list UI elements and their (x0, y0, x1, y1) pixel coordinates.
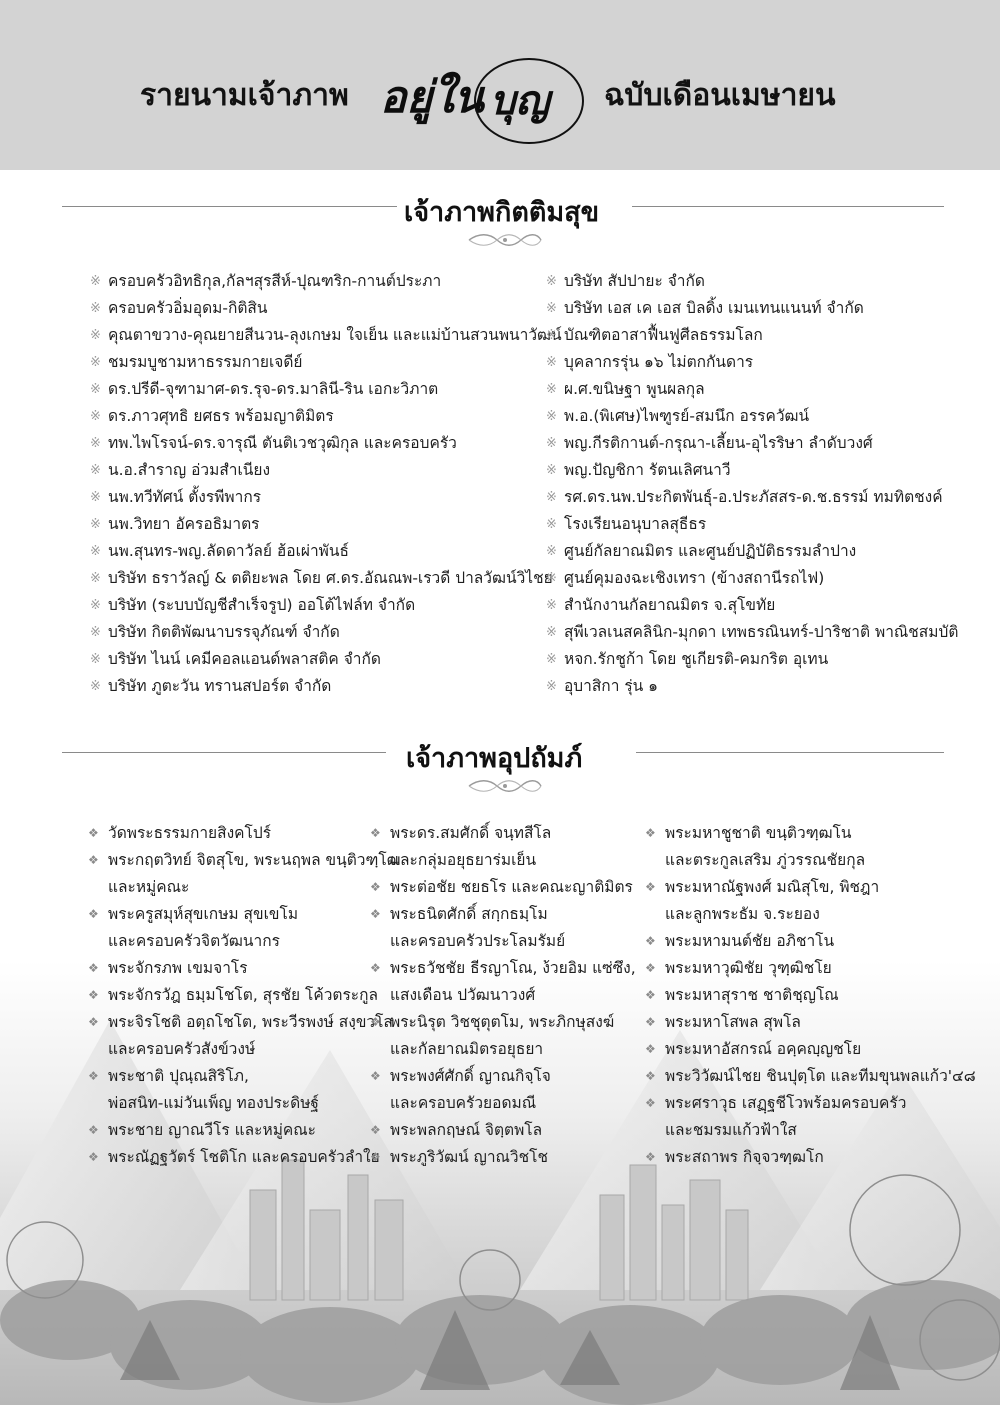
list-item-line: ❖ พระชาติ ปุณฺณสิริโภ, (108, 1067, 249, 1085)
list-item (370, 874, 636, 901)
list-item (88, 1063, 401, 1117)
flourish-ornament-icon (465, 232, 545, 248)
list-item (645, 1090, 976, 1144)
list-item-line: ❖ พระพลกฤษณ์ จิตฺตพโล (390, 1121, 543, 1139)
list-item-line: ❖ พระจิรโชติ อตฺถโชโต, พระวีรพงษ์ สงฺขวโส (108, 1013, 393, 1031)
list-item (88, 955, 401, 982)
list-item: ※ พ.อ.(พิเศษ)ไพฑูรย์-สมนึก อรรควัฒน์ (546, 403, 958, 430)
list-item: ※ หจก.รักชูก้า โดย ชูเกียรติ-คมกริต อุเทน (546, 646, 958, 673)
list-item (645, 1009, 976, 1036)
list-item (370, 955, 636, 1009)
list-item: ※ ทพ.ไพโรจน์-ดร.จารุณี ตันติเวชวุฒิกุล และครอบครัว (90, 430, 562, 457)
list-item (645, 820, 976, 874)
list-item: ※ นพ.ทวีทัศน์ ตั้งรพีพากร (90, 484, 562, 511)
section-title-kittimsuk: เจ้าภาพกิตติมสุข (404, 197, 600, 228)
list-item (645, 928, 976, 955)
list-item (370, 1117, 636, 1144)
list-item-line: แสงเดือน ปวัฒนาวงศ์ (390, 986, 536, 1004)
list-item-line: ❖ พระณัฏฐวัตร์ โชติโก และครอบครัวลำใย (108, 1148, 380, 1166)
list-item (370, 1144, 636, 1171)
list-item: ※ คุณตาขวาง-คุณยายสีนวน-ลุงเกษม ใจเย็น และแม่บ้านสวนพนาวัฒน์ (90, 322, 562, 349)
list-item (88, 1009, 401, 1063)
list-item: ※ นพ.วิทยา อัครอธิมาตร (90, 511, 562, 538)
list-item (370, 1009, 636, 1063)
list-item: ※ น.อ.สำราญ อ่วมสำเนียง (90, 457, 562, 484)
list-item (645, 982, 976, 1009)
list-item (88, 901, 401, 955)
list-item (88, 847, 401, 901)
list-item-line: ❖ พระสถาพร กิจฺจวฑฺฒโก (665, 1148, 824, 1166)
list-item (88, 820, 401, 847)
list-item (370, 901, 636, 955)
list-item (88, 982, 401, 1009)
list-item: ※ รศ.ดร.นพ.ประกิตพันธุ์-อ.ประภัสสร-ด.ช.ธรรม์ ทมทิตชงค์ (546, 484, 958, 511)
list-item-line: และกลุ่มอยุธยาร่มเย็น (390, 851, 537, 869)
upatham-list-col2 (370, 820, 636, 1171)
list-item: ※ ชมรมบูชามหาธรรมกายเจดีย์ (90, 349, 562, 376)
list-item-line: และครอบครัวประโลมรัมย์ (390, 932, 566, 950)
list-item-line: และลูกพระธัม จ.ระยอง (665, 905, 820, 923)
list-item (645, 1063, 976, 1090)
page-title-right: ฉบับเดือนเมษายน (604, 78, 836, 113)
list-item-line: และครอบครัวจิตวัฒนากร (108, 932, 280, 950)
list-item: ※ บริษัท สัปปายะ จำกัด (546, 268, 958, 295)
magazine-logo-left: อยู่ใน (380, 72, 484, 123)
list-item: ※ ศูนย์กัลยาณมิตร และศูนย์ปฏิบัติธรรมลำปาง (546, 538, 958, 565)
list-item: ※ สุพีเวลเนสคลินิก-มุกดา เทพธรณินทร์-ปาริชาติ พาณิชสมบัติ (546, 619, 958, 646)
list-item-line: ❖ พระจักรภพ เขมจาโร (108, 959, 248, 977)
list-item (645, 955, 976, 982)
flourish-ornament-icon (465, 778, 545, 794)
list-item-line: ❖ พระนิรุต วิชชุตุตโม, พระภิกษุสงฆ์ (390, 1013, 615, 1031)
list-item-line: ❖ พระครูสมุห์สุขเกษม สุขเขโม (108, 905, 299, 923)
upatham-list-col3 (645, 820, 976, 1171)
list-item (645, 1036, 976, 1063)
list-item (88, 1117, 401, 1144)
list-item: ※ พญ.ปัญชิกา รัตนเลิศนาวี (546, 457, 958, 484)
list-item: ※ บริษัท กิตติพัฒนาบรรจุภัณฑ์ จำกัด (90, 619, 562, 646)
list-item-line: ❖ พระมหาวุฒิชัย วุฑฺฒิชโย (665, 959, 832, 977)
list-item-line: ❖ พระมหาอัสกรณ์ อคฺคญฺญชโย (665, 1040, 862, 1058)
list-item-line: ❖ พระกฤตวิทย์ จิตสุโข, พระนฤพล ขนฺติวฑฺโฒ (108, 851, 401, 869)
list-item-line: ❖ พระมหาณัฐพงศ์ มณิสุโข, พิชฎา (665, 878, 880, 896)
list-item: ※ ดร.ภาวศุทธิ ยศธร พร้อมญาติมิตร (90, 403, 562, 430)
magazine-logo-right: บุญ (490, 77, 550, 124)
list-item: ※ ครอบครัวอิทธิกุล,กัลฯสุรสีห์-ปุณฑริก-กานต์ประภา (90, 268, 562, 295)
list-item-line: ❖ พระพงศ์ศักดิ์ ญาณกิจฺโจ (390, 1067, 551, 1085)
list-item: ※ ศูนย์คุมองฉะเชิงเทรา (ข้างสถานีรถไฟ) (546, 565, 958, 592)
list-item (88, 1144, 401, 1171)
list-item-line: ❖ พระศราวุธ เสฏฺฐชีโวพร้อมครอบครัว (665, 1094, 907, 1112)
list-item-line: และกัลยาณมิตรอยุธยา (390, 1040, 544, 1058)
list-item-line: ❖ พระมหามนต์ชัย อภิชาโน (665, 932, 835, 950)
list-item-line: ❖ พระดร.สมศักดิ์ จนฺทสีโล (390, 824, 552, 842)
section-title-upatham: เจ้าภาพอุปถัมภ์ (406, 743, 583, 774)
list-item: ※ บริษัท (ระบบบัญชีสำเร็จรูป) ออโต้ไฟล์ท จำกัด (90, 592, 562, 619)
list-item (370, 820, 636, 874)
list-item: ※ นพ.สุนทร-พญ.ลัดดาวัลย์ ฮ้อเผ่าพันธ์ (90, 538, 562, 565)
list-item: ※ อุบาสิกา รุ่น ๑ (546, 673, 958, 700)
list-item-line: ❖ วัดพระธรรมกายสิงคโปร์ (108, 824, 272, 842)
list-item: ※ ครอบครัวอิ่มอุดม-กิติสิน (90, 295, 562, 322)
list-item (370, 1063, 636, 1117)
list-item: ※ โรงเรียนอนุบาลสุธีธร (546, 511, 958, 538)
section-rule-left (62, 206, 397, 207)
list-item: ※ บริษัท ไนน์ เคมีคอลแอนด์พลาสติค จำกัด (90, 646, 562, 673)
list-item-line: ❖ พระวิวัฒน์ไชย ชินปุตฺโต และทีมขุนพลแก้ว'๔๘ (665, 1067, 976, 1085)
list-item-line: และตระกูลเสริม ภู่วรรณชัยกุล (665, 851, 866, 869)
list-item: ※ ผ.ศ.ขนิษฐา พูนผลกุล (546, 376, 958, 403)
list-item-line: และชมรมแก้วฟ้าใส (665, 1121, 797, 1139)
list-item-line: ❖ พระต่อชัย ชยธโร และคณะญาติมิตร (390, 878, 633, 896)
list-item-line: และครอบครัวยอดมณี (390, 1094, 537, 1112)
list-item: ※ สำนักงานกัลยาณมิตร จ.สุโขทัย (546, 592, 958, 619)
section-rule-left (62, 752, 386, 753)
list-item: ※ บริษัท ภูตะวัน ทรานสปอร์ต จำกัด (90, 673, 562, 700)
list-item-line: ❖ พระมหาโสพล สุพโล (665, 1013, 801, 1031)
section-rule-right (632, 206, 944, 207)
list-item: ※ ดร.ปรีดี-จุฑามาศ-ดร.รุจ-ดร.มาลินี-ริน เอกะวิภาต (90, 376, 562, 403)
list-item-line: ❖ พระธวัชชัย ธีรญาโณ, ง้วยอิม แซ่ซึง, (390, 959, 636, 977)
list-item-line: ❖ พระธนิตศักดิ์ สกฺกธมฺโม (390, 905, 548, 923)
list-item (645, 874, 976, 928)
list-item-line: ❖ พระจักรวัฎ ธมฺมโชโต, สุรชัย โค้วตระกูล (108, 986, 378, 1004)
list-item: ※ บริษัท เอส เค เอส บิลดิ้ง เมนเทนแนนท์ จำกัด (546, 295, 958, 322)
list-item-line: และหมู่คณะ (108, 878, 190, 896)
upatham-list-col1 (88, 820, 401, 1171)
list-item-line: ❖ พระชาย ญาณวีโร และหมู่คณะ (108, 1121, 316, 1139)
list-item-line: พ่อสนิท-แม่วันเพ็ญ ทองประดิษฐ์ (108, 1094, 319, 1112)
list-item-line: ❖ พระมหาสุราช ชาติชฺญโณ (665, 986, 839, 1004)
section-rule-right (636, 752, 944, 753)
list-item: ※ พญ.กีรติกานต์-กรุณา-เลี้ยน-อุไรริษา ลำดับวงศ์ (546, 430, 958, 457)
list-item: ※ บัณฑิตอาสาฟื้นฟูศีลธรรมโลก (546, 322, 958, 349)
list-item-line: ❖ พระมหาชูชาติ ขนฺติวฑฺฒโน (665, 824, 852, 842)
list-item: ※ บุคลากรรุ่น ๑๖ ไม่ตกกันดาร (546, 349, 958, 376)
kittimsuk-list-left (90, 268, 562, 700)
list-item (645, 1144, 976, 1171)
list-item-line: และครอบครัวสังข์วงษ์ (108, 1040, 256, 1058)
list-item-line: ❖ พระภูริวัฒน์ ญาณวิชโช (390, 1148, 548, 1166)
page-title-left: รายนามเจ้าภาพ (140, 78, 349, 113)
kittimsuk-list-right (546, 268, 958, 700)
list-item: ※ บริษัท ธราวัลญ์ & ตติยะพล โดย ศ.ดร.อัณณพ-เรวดี ปาลวัฒน์วิไชย (90, 565, 562, 592)
